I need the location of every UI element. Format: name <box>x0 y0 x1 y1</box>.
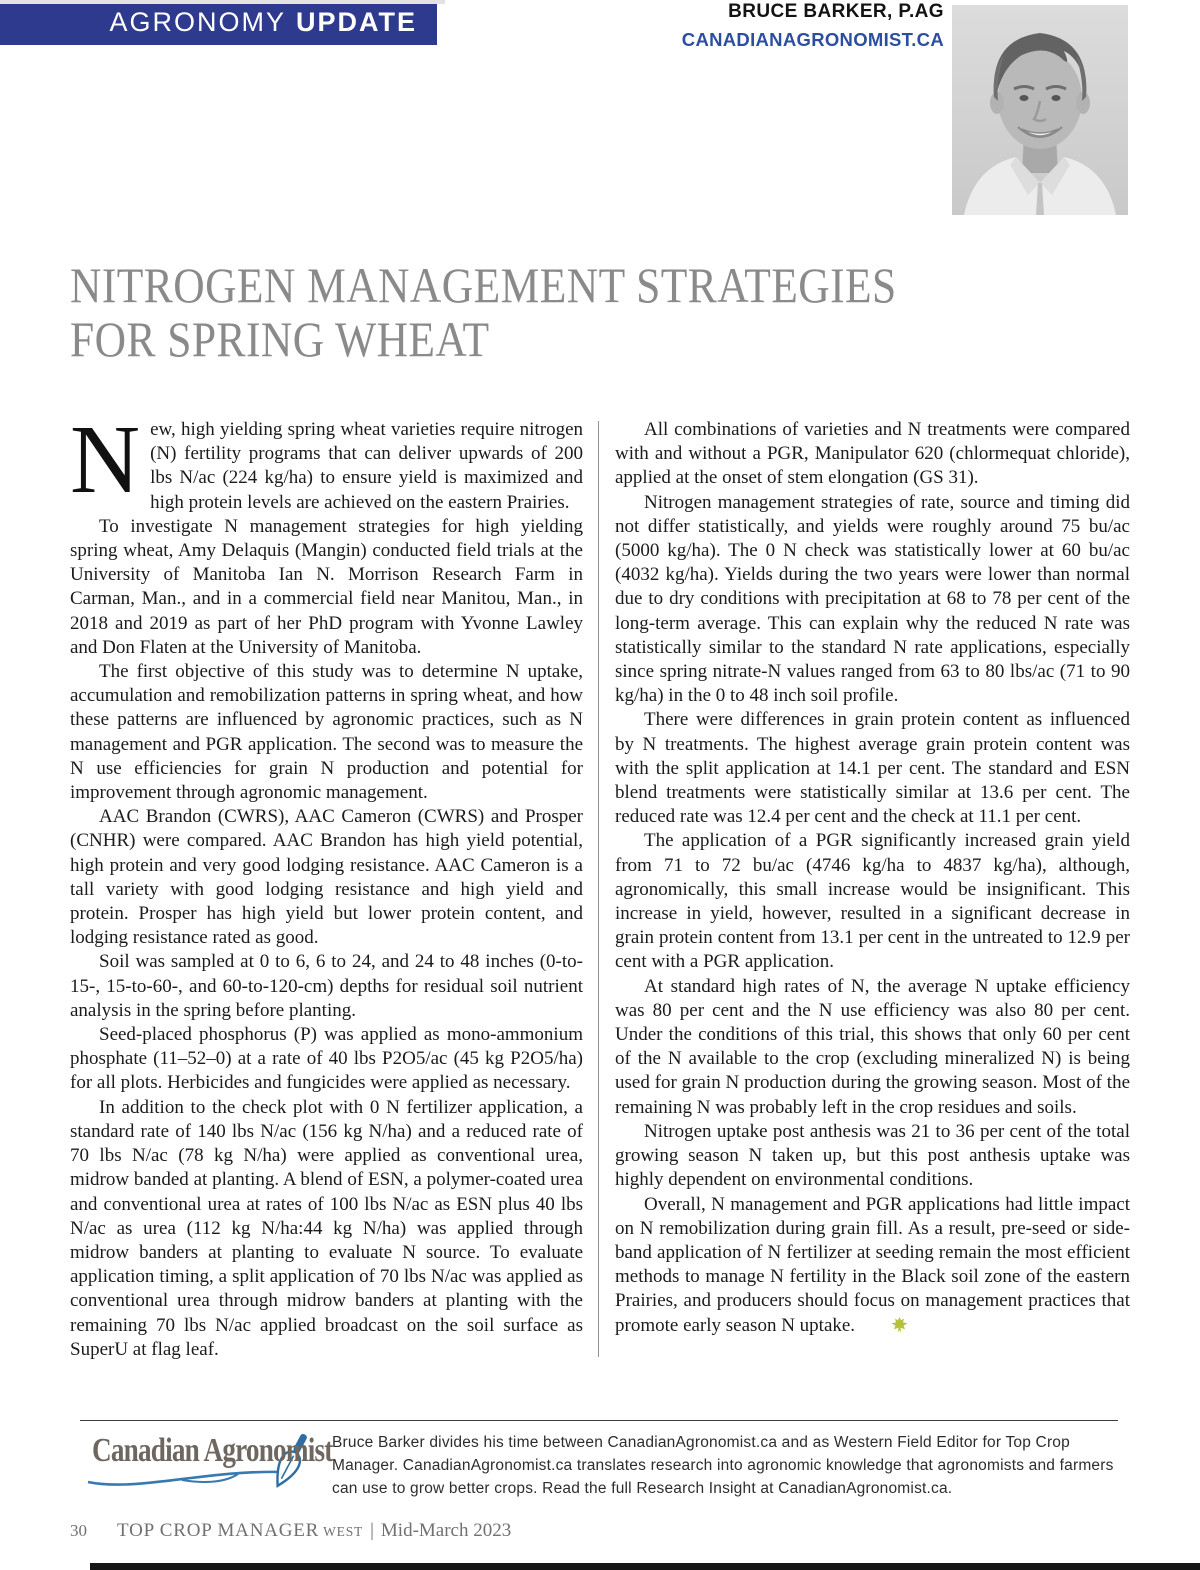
article-body <box>70 418 1130 1363</box>
paragraph: The application of a PGR significantly increased grain yield from 71 to 72 bu/ac (4746 kg/ha to 4837 kg/ha), although, agronomically, this small increase would be insignificant. This increase in yield, however, resulted in a significant decrease in grain protein content from 13.1 per cent in the untreated to 12.9 per cent with a PGR application. <box>615 830 1130 973</box>
author-bio-text: Bruce Barker divides his time between CanadianAgronomist.ca and as Western Field Editor for Top Crop Manager. CanadianAgronomist.ca translates research into agronomic knowledge that agronomists and farmers can use to grow better crops. Read the full Research Insight at CanadianAgronomist.ca. <box>332 1434 1114 1497</box>
section-banner <box>0 0 437 45</box>
paragraph: All combinations of varieties and N treatments were compared with and without a PGR, Manipulator 620 (chlormequat chloride), applied at the onset of stem elongation (GS 31). <box>615 419 1130 489</box>
page-footer <box>70 1520 511 1542</box>
paragraph: Nitrogen uptake post anthesis was 21 to 36 per cent of the total growing season N taken up, but this post anthesis uptake was highly dependent on environmental conditions. <box>615 1120 1130 1191</box>
paragraph <box>615 1193 1130 1340</box>
byline <box>682 0 944 52</box>
banner-label-light: AGRONOMY <box>109 7 286 37</box>
paragraph: Soil was sampled at 0 to 6, 6 to 24, and 24 to 48 inches (0-to-15-, 15-to-60-, and 60-to-120-cm) depths for residual soil nutrient analysis in the spring before planting. <box>70 951 583 1021</box>
portrait-photo-icon <box>952 5 1128 215</box>
paragraph: Seed-placed phosphorus (P) was applied as mono-ammonium phosphate (11–52–0) at a rate of 40 lbs P2O5/ac (45 kg P2O5/ha) for all plots. Herbicides and fungicides were applied as necessary. <box>70 1024 583 1094</box>
page-bottom-bar <box>90 1563 1200 1570</box>
drop-cap: N <box>70 418 141 513</box>
issue-date: Mid-March 2023 <box>380 1520 512 1541</box>
maple-leaf-icon <box>862 1316 908 1340</box>
author-photo <box>952 5 1128 215</box>
paragraph <box>70 418 583 515</box>
magazine-name: TOP CROP MANAGER <box>117 1520 320 1541</box>
paragraph: AAC Brandon (CWRS), AAC Cameron (CWRS) and Prosper (CNHR) were compared. AAC Brandon has high yield potential, high protein and very good lodging resistance. AAC Cameron is a tall variety with good lodging resistance and high yield and protein. Prosper has high yield but lower protein content, and lodging resistance rated as good. <box>70 806 583 949</box>
paragraph: To investigate N management strategies for high yielding spring wheat, Amy Delaquis (Mangin) conducted field trials at the University of Manitoba Ian N. Morrison Research Farm in Carman, Man., and in a commercial field near Manitou, Man., in 2018 and 2019 as part of her PhD program with Yvonne Lawley and Don Flaten at the University of Manitoba. <box>70 515 583 658</box>
article-column-left <box>70 418 583 1362</box>
banner-shadow <box>0 0 445 4</box>
paragraph: In addition to the check plot with 0 N fertilizer application, a standard rate of 140 lbs N/ac (156 kg N/ha) and a reduced rate of 70 lbs N/ac (78 kg N/ha) were applied as conventional urea, midrow banded at planting. A blend of ESN, a polymer-coated urea and conventional urea at rates of 100 lbs N/ac as ESN plus 40 lbs N/ac as urea (112 kg N/ha:44 kg N/ha) was applied through midrow banders at planting to evaluate N source. To evaluate application timing, a split application of 70 lbs N/ac was applied as conventional urea through midrow banders at planting with the remaining 70 lbs N/ac applied broadcast on the soil surface as SuperU at flag leaf. <box>70 1096 583 1360</box>
title-line-2: FOR SPRING WHEAT <box>70 311 490 367</box>
author-name: BRUCE BARKER, P.AG <box>728 1 944 22</box>
title-line-1: NITROGEN MANAGEMENT STRATEGIES <box>70 257 897 313</box>
author-website-link[interactable]: CANADIANAGRONOMIST.CA <box>681 28 944 50</box>
paragraph: At standard high rates of N, the average N uptake efficiency was 80 per cent and the N use efficiency was also 80 per cent. Under the conditions of this trial, this shows that only 60 per cent of the N available to the crop (excluding mineralized N) is being used for grain N production during the growing season. Most of the remaining N was probably left in the crop residues and soils. <box>615 975 1130 1118</box>
article-title <box>70 258 992 366</box>
paragraph: The first objective of this study was to determine N uptake, accumulation and remobilization patterns in spring wheat, and how these patterns are influenced by agronomic practices, such as N management and PGR application. The second was to measure the N use efficiencies for grain N production and potential for improvement through agronomic management. <box>70 661 583 804</box>
paragraph-text: ew, high yielding spring wheat varieties require nitrogen (N) fertility programs that can deliver upwards of 200 lbs N/ac (224 kg/ha) to ensure yield is maximized and high protein levels are achieved on the eastern Prairies. <box>150 419 583 513</box>
magazine-edition: WEST <box>323 1524 364 1539</box>
paragraph: Nitrogen management strategies of rate, source and timing did not differ statistically, and yields were roughly around 75 bu/ac (5000 kg/ha). The 0 N check was statistically lower at 60 bu/ac (4032 kg/ha). Yields during the two years were lower than normal due to dry conditions with precipitation at 68 to 78 per cent of the long-term average. This can explain why the reduced N rate was statistically similar to the standard N rate applications, especially since spring nitrate-N values ranged from 63 to 80 lbs/ac (71 to 90 kg/ha) in the 0 to 48 inch soil profile. <box>615 491 1130 707</box>
paragraph: There were differences in grain protein content as influenced by N treatments. The highest average grain protein content was with the split application at 14.1 per cent. The standard and ESN blend treatments were statistically similar at 13.6 per cent. The reduced rate was 12.4 per cent and the check at 11.1 per cent. <box>615 709 1130 828</box>
canadian-agronomist-logo <box>86 1424 331 1502</box>
paragraph-text: Overall, N management and PGR applications had little impact on N remobilization during grain fill. As a result, pre-seed or side-band application of N fertilizer at seeding remain the most efficient methods to manage N fertility in the Black soil zone of the eastern Prairies, and producers should focus on management practices that promote early season N uptake. <box>615 1193 1130 1336</box>
article-column-right <box>615 418 1130 1340</box>
banner-label-bold: UPDATE <box>295 7 417 37</box>
footer-divider-rule <box>80 1420 1118 1421</box>
footer-separator: | <box>370 1520 374 1541</box>
logo-wordmark: Canadian Agronomist <box>92 1432 333 1469</box>
page-number: 30 <box>70 1521 87 1540</box>
column-divider <box>598 421 599 1357</box>
